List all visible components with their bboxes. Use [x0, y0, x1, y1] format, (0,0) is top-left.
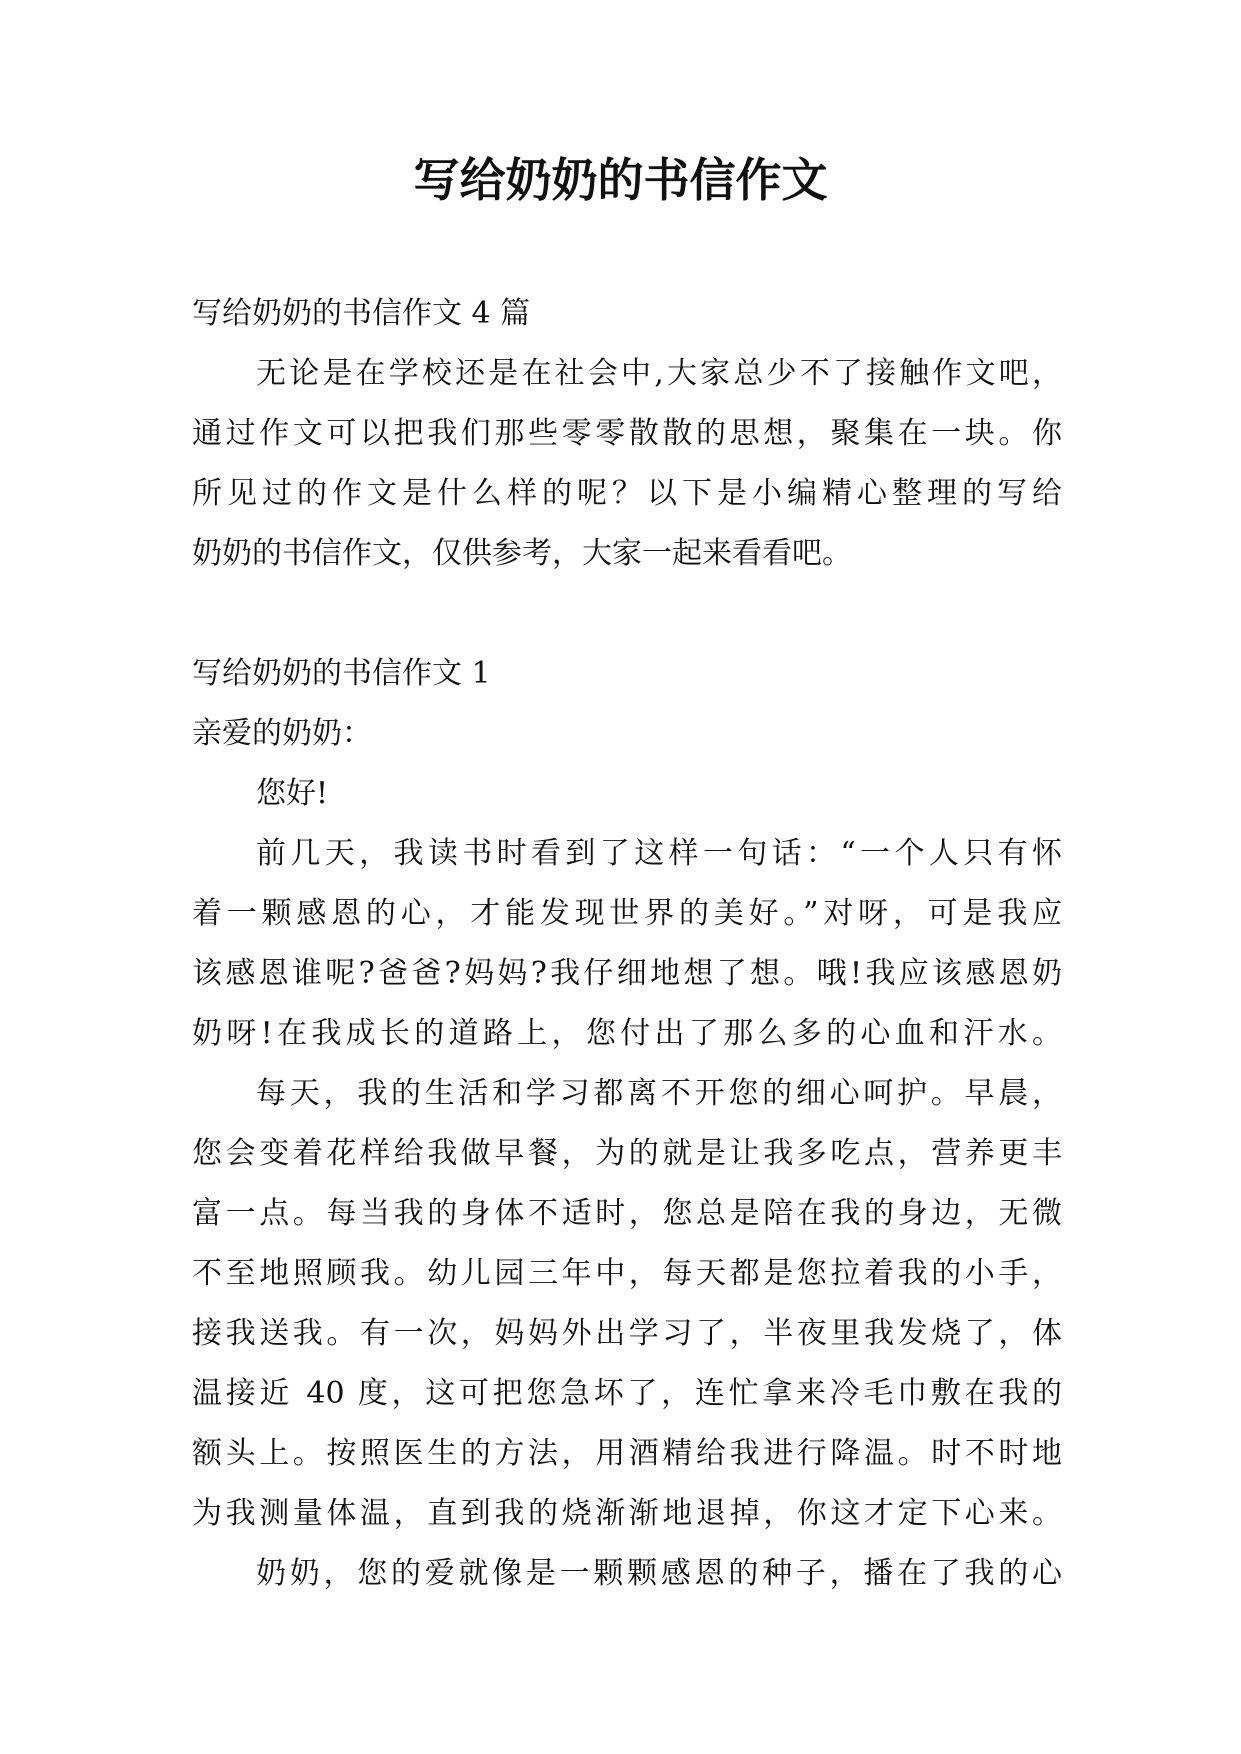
letter-greeting: 您好!	[256, 776, 329, 811]
paragraph-line: 着一颗感恩的心，才能发现世界的美好。”对呀，可是我应	[192, 896, 1062, 931]
section-heading: 写给奶奶的书信作文 1	[192, 656, 491, 691]
intro-line: 所见过的作文是什么样的呢？以下是小编精心整理的写给	[192, 476, 1062, 511]
paragraph-line: 为我测量体温，直到我的烧渐渐地退掉，你这才定下心来。	[192, 1496, 1062, 1531]
paragraph-line: 接我送我。有一次，妈妈外出学习了，半夜里我发烧了，体	[192, 1316, 1062, 1351]
intro-line: 无论是在学校还是在社会中,大家总少不了接触作文吧，	[256, 356, 1062, 391]
letter-salutation: 亲爱的奶奶：	[192, 716, 372, 751]
paragraph-line: 奶呀!在我成长的道路上，您付出了那么多的心血和汗水。	[192, 1016, 1062, 1051]
document-subtitle: 写给奶奶的书信作文 4 篇	[192, 296, 531, 331]
document-title: 写给奶奶的书信作文	[413, 153, 828, 207]
paragraph-line: 您会变着花样给我做早餐，为的就是让我多吃点，营养更丰	[192, 1136, 1062, 1171]
paragraph-line: 前几天，我读书时看到了这样一句话：“一个人只有怀	[256, 836, 1062, 871]
paragraph-line: 额头上。按照医生的方法，用酒精给我进行降温。时不时地	[192, 1436, 1062, 1471]
paragraph-line: 奶奶，您的爱就像是一颗颗感恩的种子，播在了我的心	[256, 1556, 1062, 1591]
paragraph-line: 不至地照顾我。幼儿园三年中，每天都是您拉着我的小手，	[192, 1256, 1062, 1291]
document-body	[192, 284, 1062, 1604]
intro-line: 通过作文可以把我们那些零零散散的思想，聚集在一块。你	[192, 416, 1062, 451]
paragraph-line: 每天，我的生活和学习都离不开您的细心呵护。早晨，	[256, 1076, 1062, 1111]
paragraph-line: 该感恩谁呢?爸爸?妈妈?我仔细地想了想。哦!我应该感恩奶	[192, 956, 1062, 991]
paragraph-line: 温接近 40 度，这可把您急坏了，连忙拿来冷毛巾敷在我的	[192, 1376, 1062, 1411]
intro-line: 奶奶的书信作文，仅供参考，大家一起来看看吧。	[192, 536, 852, 571]
paragraph-line: 富一点。每当我的身体不适时，您总是陪在我的身边，无微	[192, 1196, 1062, 1231]
paragraph-gap	[192, 584, 1062, 644]
